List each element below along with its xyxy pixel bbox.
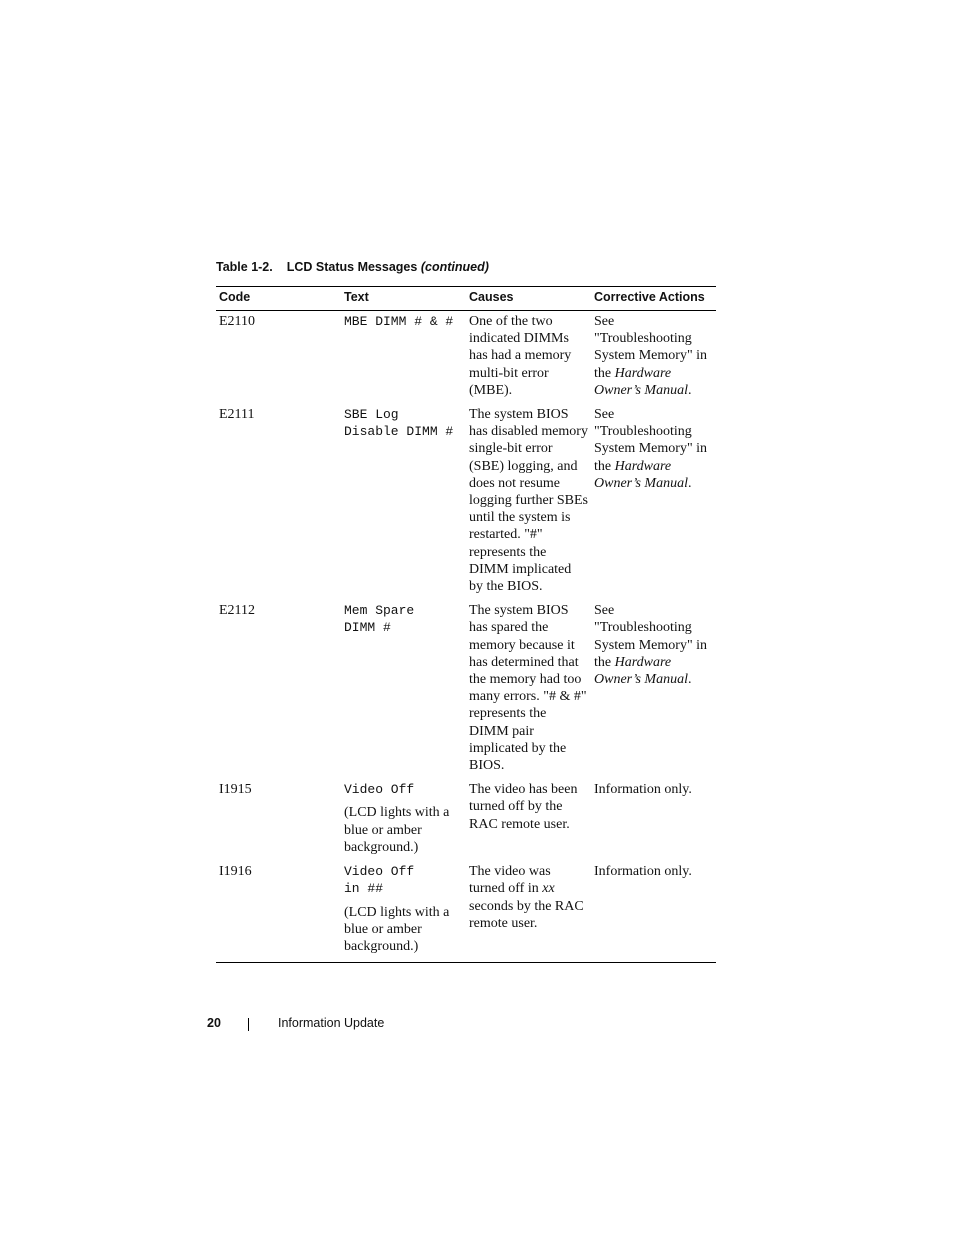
table-label: Table 1-2. bbox=[216, 260, 273, 274]
table-continued: (continued) bbox=[420, 260, 489, 274]
actions-end: . bbox=[688, 475, 692, 491]
actions-cell bbox=[591, 781, 716, 863]
header-text: Text bbox=[341, 287, 466, 311]
actions-end: . bbox=[688, 672, 692, 688]
text-cell bbox=[341, 781, 466, 863]
causes-cell: The video has been turned off by the RAC remote user. bbox=[469, 782, 578, 832]
footer-divider bbox=[248, 1018, 249, 1031]
lcd-text: MBE DIMM # & # bbox=[344, 314, 454, 329]
lcd-status-table bbox=[216, 286, 716, 963]
table-header-row bbox=[216, 287, 716, 311]
code-cell: E2112 bbox=[219, 603, 256, 619]
code-cell: I1915 bbox=[219, 782, 252, 798]
actions-text: See "Troubleshooting System Memory" in the bbox=[594, 603, 708, 670]
actions-cell bbox=[591, 311, 716, 407]
causes-cell: One of the two indicated DIMMs has had a memory multi-bit error (MBE). bbox=[469, 314, 572, 398]
actions-cell bbox=[591, 602, 716, 781]
code-cell: E2111 bbox=[219, 407, 255, 423]
actions-text: See "Troubleshooting System Memory" in the bbox=[594, 407, 708, 474]
header-causes: Causes bbox=[466, 287, 591, 311]
table-caption bbox=[216, 260, 489, 274]
table-title: LCD Status Messages bbox=[286, 260, 418, 274]
causes-cell: The system BIOS has disabled memory single-bit error (SBE) logging, and does not resume logging further SBEs until the system is restarted. "#" represents the DIMM implicated by the BIOS. bbox=[469, 407, 588, 595]
actions-text: Information only. bbox=[594, 864, 692, 880]
actions-cell bbox=[591, 863, 716, 963]
lcd-text: SBE Log Disable DIMM # bbox=[344, 407, 454, 440]
header-code: Code bbox=[216, 287, 341, 311]
footer-section-title: Information Update bbox=[278, 1016, 385, 1030]
actions-end: . bbox=[688, 382, 692, 398]
code-cell: E2110 bbox=[219, 314, 256, 329]
actions-text: See "Troubleshooting System Memory" in the bbox=[594, 314, 708, 381]
lcd-note: (LCD lights with a blue or amber background.) bbox=[344, 805, 450, 855]
manual-title: Hardware Owner’s Manual bbox=[594, 458, 688, 491]
table-row bbox=[216, 781, 716, 863]
table-row bbox=[216, 863, 716, 963]
table-row bbox=[216, 406, 716, 602]
causes-variable: xx bbox=[542, 881, 555, 897]
manual-title: Hardware Owner’s Manual bbox=[594, 654, 688, 688]
lcd-text: Video Off in ## bbox=[344, 864, 415, 897]
actions-text: Information only. bbox=[594, 782, 692, 798]
causes-text: The video was turned off in bbox=[469, 864, 551, 897]
text-cell bbox=[341, 311, 466, 407]
text-cell bbox=[341, 406, 466, 602]
causes-text-end: seconds by the RAC remote user. bbox=[469, 898, 584, 931]
code-cell: I1916 bbox=[216, 863, 341, 963]
manual-title: Hardware Owner’s Manual bbox=[594, 365, 688, 398]
page-number: 20 bbox=[207, 1016, 221, 1030]
lcd-note: (LCD lights with a blue or amber background.) bbox=[344, 904, 450, 954]
causes-cell: The system BIOS has spared the memory because it has determined that the memory had too many errors. "# & #" represents the DIMM pair implicated by the BIOS. bbox=[469, 603, 587, 774]
table-row bbox=[216, 602, 716, 781]
text-cell bbox=[341, 602, 466, 781]
causes-cell bbox=[466, 863, 591, 963]
actions-cell bbox=[591, 406, 716, 602]
lcd-text: Mem Spare DIMM # bbox=[344, 603, 415, 636]
lcd-text: Video Off bbox=[344, 782, 415, 798]
table-row bbox=[216, 311, 716, 407]
header-corrective-actions: Corrective Actions bbox=[591, 287, 716, 311]
text-cell bbox=[341, 863, 466, 963]
